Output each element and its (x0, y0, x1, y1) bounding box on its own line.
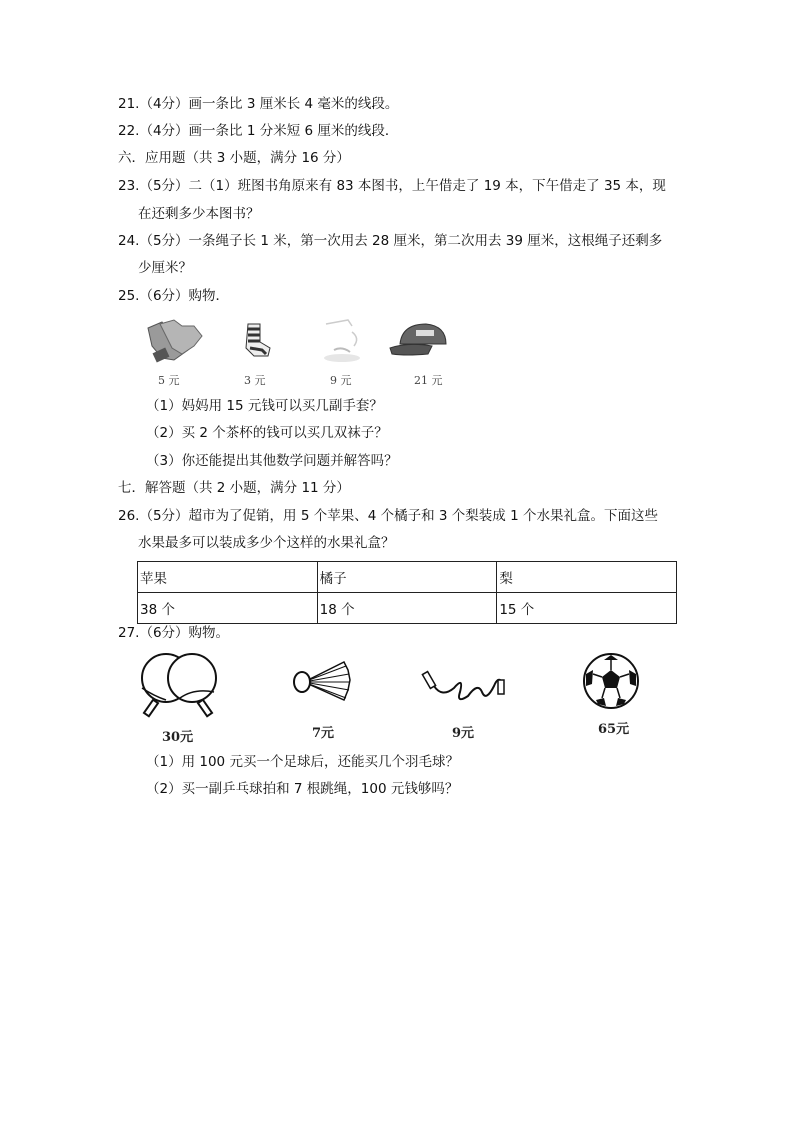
question-23-line-2: 在还剩多少本图书？ (138, 206, 260, 222)
table-cell-orange-count: 18 个 (317, 593, 497, 624)
question-27-title: 27.（6分）购物。 (118, 625, 230, 641)
table-row (138, 593, 677, 624)
question-26-line-1: 26.（5分）超市为了促销，用 5 个苹果、4 个橘子和 3 个梨装成 1 个水果礼盒。下面这些 (118, 508, 658, 524)
question-25-sub-2: （2）买 2 个茶杯的钱可以买几双袜子？ (146, 425, 388, 441)
question-21: 21.（4分）画一条比 3 厘米长 4 毫米的线段。 (118, 96, 399, 112)
question-23-line-1: 23.（5分）二（1）班图书角原来有 83 本图书，上午借走了 19 本，下午借走了 35 本，现 (118, 178, 666, 194)
table-cell-pear-count: 15 个 (497, 593, 677, 624)
ping-pong-paddles-icon (138, 648, 222, 720)
shuttlecock-price: 7元 (312, 726, 335, 741)
soccer-ball-icon (582, 652, 640, 710)
teacup-price: 9 元 (330, 374, 352, 387)
table-cell-apple-count: 38 个 (138, 593, 318, 624)
shuttlecock-icon (292, 656, 352, 706)
section-7-heading: 七．解答题（共 2 小题，满分 11 分） (118, 480, 350, 496)
paddles-price: 30元 (162, 730, 194, 745)
section-6-heading: 六．应用题（共 3 小题，满分 16 分） (118, 150, 350, 166)
question-25-sub-3: （3）你还能提出其他数学问题并解答吗？ (146, 453, 398, 469)
question-27-sub-2: （2）买一副乒乓球拍和 7 根跳绳，100 元钱够吗？ (146, 781, 459, 797)
question-24-line-2: 少厘米？ (138, 260, 192, 276)
table-header-pear: 梨 (497, 562, 677, 593)
teacup-icon (318, 316, 368, 366)
question-25-sub-1: （1）妈妈用 15 元钱可以买几副手套？ (146, 398, 383, 414)
fruit-table (137, 561, 677, 624)
question-26-line-2: 水果最多可以装成多少个这样的水果礼盒？ (138, 535, 395, 551)
socks-icon (234, 320, 274, 360)
cap-price: 21 元 (414, 374, 443, 387)
gloves-icon (138, 316, 210, 364)
cap-icon (388, 318, 454, 360)
table-header-apple: 苹果 (138, 562, 318, 593)
socks-price: 3 元 (244, 374, 266, 387)
question-22: 22.（4分）画一条比 1 分米短 6 厘米的线段． (118, 123, 399, 139)
table-row (138, 562, 677, 593)
gloves-price: 5 元 (158, 374, 180, 387)
question-27-sub-1: （1）用 100 元买一个足球后，还能买几个羽毛球？ (146, 754, 459, 770)
jump-rope-icon (420, 662, 510, 706)
table-header-orange: 橘子 (317, 562, 497, 593)
question-24-line-1: 24.（5分）一条绳子长 1 米，第一次用去 28 厘米，第二次用去 39 厘米，这根绳子还剩多 (118, 233, 663, 249)
soccer-ball-price: 65元 (598, 722, 630, 737)
jump-rope-price: 9元 (452, 726, 475, 741)
question-25-title: 25.（6分）购物． (118, 288, 230, 304)
